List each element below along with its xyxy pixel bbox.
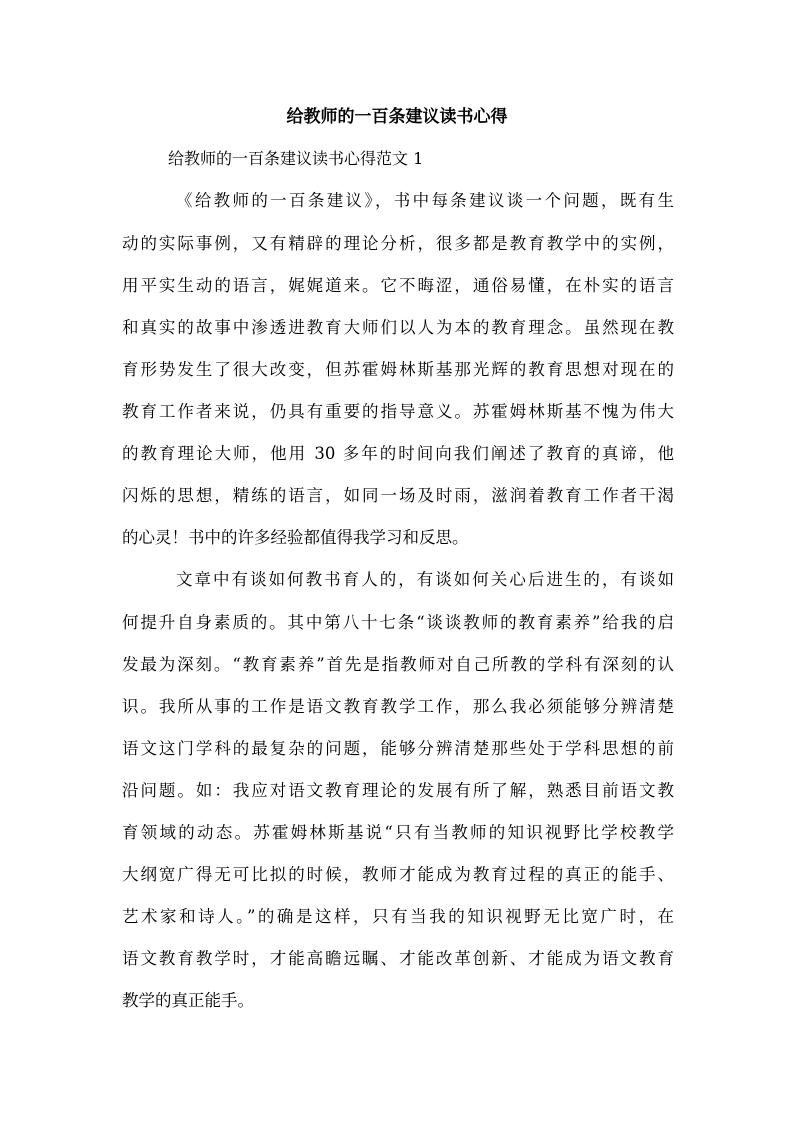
paragraph-line: 语文这门学科的最复杂的问题，能够分辨清楚那些处于学科思想的前 (122, 739, 674, 758)
paragraph-line: 《给教师的一百条建议》，书中每条建议谈一个问题，既有生 (176, 191, 674, 210)
paragraph-line: 识。我所从事的工作是语文教育教学工作，那么我必须能够分辨清楚 (122, 697, 674, 716)
paragraph-line: 和真实的故事中渗透进教育大师们以人为本的教育理念。虽然现在教 (122, 318, 674, 337)
paragraph-line: 闪烁的思想，精练的语言，如同一场及时雨，滋润着教育工作者干渴 (122, 486, 674, 505)
paragraph-line: 大纲宽广得无可比拟的时候，教师才能成为教育过程的真正的能手、 (122, 865, 674, 884)
paragraph-line: 艺术家和诗人。”的确是这样，只有当我的知识视野无比宽广时，在 (122, 907, 674, 926)
paragraph-line: 语文教育教学时，才能高瞻远瞩、才能改革创新、才能成为语文教育 (122, 949, 674, 968)
paragraph-line: 的教育理论大师，他用 30 多年的时间向我们阐述了教育的真谛，他 (122, 444, 674, 463)
paragraph-line: 何提升自身素质的。其中第八十七条“谈谈教师的教育素养”给我的启 (122, 613, 674, 632)
paragraph-line: 发最为深刻。“教育素养”首先是指教师对自己所教的学科有深刻的认 (122, 655, 674, 674)
document-subtitle: 给教师的一百条建议读书心得范文 1 (168, 149, 424, 168)
paragraph-line: 文章中有谈如何教书育人的，有谈如何关心后进生的，有谈如 (176, 570, 674, 589)
paragraph-line: 的心灵！书中的许多经验都值得我学习和反思。 (122, 528, 469, 547)
paragraph-line: 育形势发生了很大改变，但苏霍姆林斯基那光辉的教育思想对现在的 (122, 360, 674, 379)
document-title: 给教师的一百条建议读书心得 (286, 107, 508, 127)
paragraph-line: 教学的真正能手。 (122, 991, 254, 1010)
paragraph-line: 教育工作者来说，仍具有重要的指导意义。苏霍姆林斯基不愧为伟大 (122, 402, 674, 421)
paragraph-line: 动的实际事例，又有精辟的理论分析，很多都是教育教学中的实例， (122, 234, 674, 253)
paragraph-line: 用平实生动的语言，娓娓道来。它不晦涩，通俗易懂，在朴实的语言 (122, 276, 674, 295)
paragraph-line: 沿问题。如：我应对语文教育理论的发展有所了解，熟悉目前语文教 (122, 781, 674, 800)
paragraph-line: 育领域的动态。苏霍姆林斯基说“只有当教师的知识视野比学校教学 (122, 823, 674, 842)
